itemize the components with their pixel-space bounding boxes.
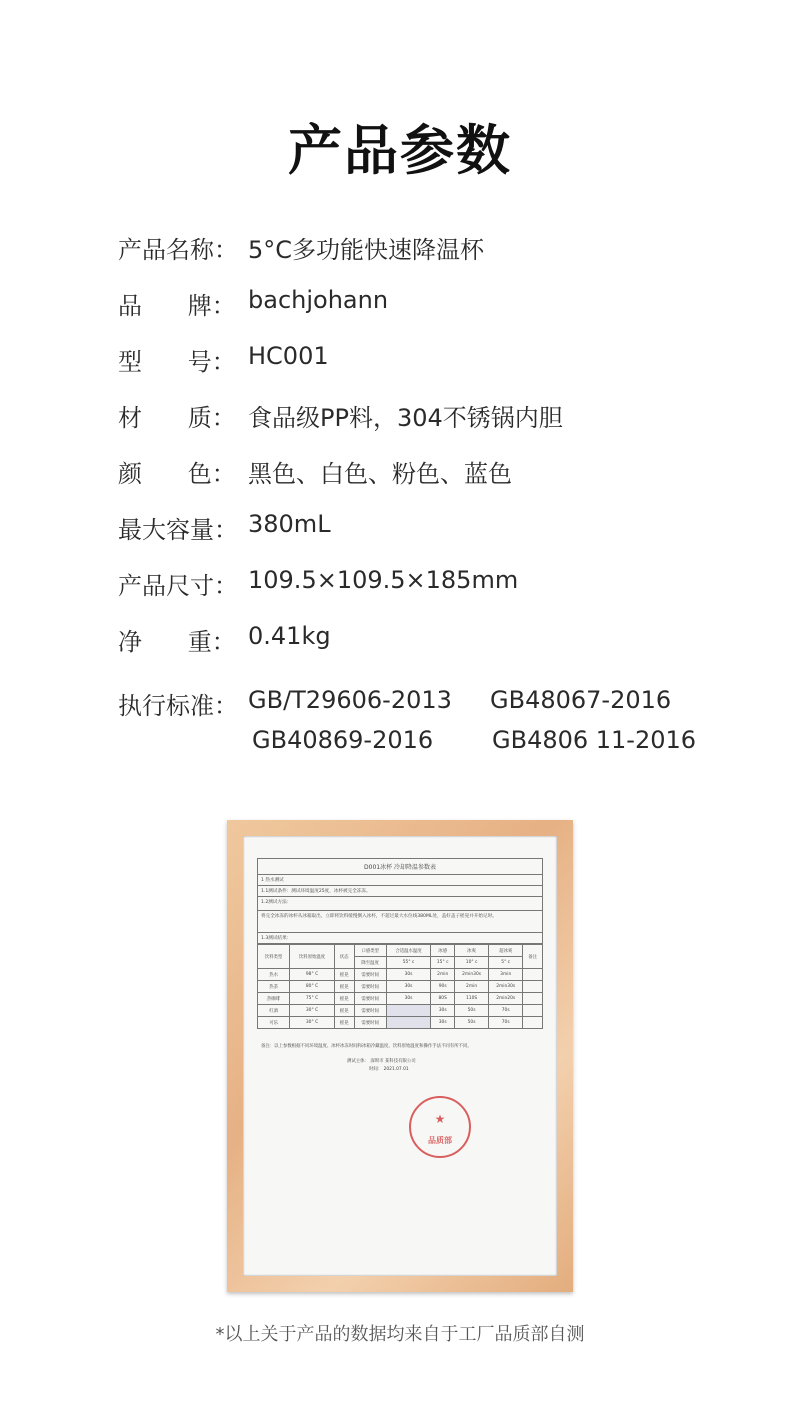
certificate-line: 1.3测试结果：: [257, 933, 543, 944]
certificate-line: 1.1测试条件：测试环境温度25度，冰杯被完全冻冻。: [257, 886, 543, 897]
table-cell: 70s: [489, 1017, 523, 1029]
spec-label: 材 质：: [118, 404, 236, 432]
table-cell: 30° C: [290, 1005, 335, 1017]
tester-line: 测试主体： 深圳市 某科技有限公司: [347, 1059, 416, 1064]
table-header-cell: 降至温度: [354, 957, 386, 969]
table-cell: [523, 1005, 543, 1017]
table-cell: 110S: [455, 993, 489, 1005]
spec-label: 品 牌：: [118, 292, 236, 320]
table-cell: 需要时间: [354, 969, 386, 981]
table-header-cell: 15° c: [431, 957, 455, 969]
table-cell: 98° C: [290, 969, 335, 981]
table-cell: 30° C: [290, 1017, 335, 1029]
table-cell: 50s: [455, 1005, 489, 1017]
spec-row-color: [118, 454, 758, 510]
certificate-title: D001冰杯 冷却降温参数表: [257, 858, 543, 875]
table-cell: 需要时间: [354, 981, 386, 993]
table-cell: 摇晃: [334, 981, 354, 993]
table-cell: 80° C: [290, 981, 335, 993]
table-cell: 2min20s: [489, 993, 523, 1005]
spec-row-name: [118, 230, 758, 286]
table-cell: 30s: [431, 1017, 455, 1029]
spec-value: 109.5×109.5×185mm: [248, 566, 519, 594]
table-cell: 热水: [258, 969, 290, 981]
table-cell: 2min30s: [455, 969, 489, 981]
spec-value: 食品级PP料，304不锈锅内胆: [248, 404, 563, 432]
certificate-document: [257, 858, 543, 1074]
quality-stamp: [409, 1096, 471, 1158]
standard-item: GB4806 11-2016: [492, 726, 697, 754]
table-header-cell: 冰爽: [455, 945, 489, 957]
table-cell: 90s: [431, 981, 455, 993]
footnote: *以上关于产品的数据均来自于工厂品质部自测: [215, 1324, 585, 1345]
table-header-cell: 合适温水温度: [386, 945, 431, 957]
star-icon: ★: [434, 1112, 446, 1126]
table-row: [258, 981, 543, 993]
certificate-line: 1 热水测试: [257, 875, 543, 886]
spec-row-brand: [118, 286, 758, 342]
table-header-cell: 冰感: [431, 945, 455, 957]
spec-value: 380mL: [248, 510, 331, 538]
standard-item: GB40869-2016: [252, 726, 434, 754]
table-header-cell: 饮料类型: [258, 945, 290, 969]
table-cell: 红酒: [258, 1005, 290, 1017]
table-cell: 热咖啡: [258, 993, 290, 1005]
table-header-cell: 55° c: [386, 957, 431, 969]
spec-label: 净 重：: [118, 628, 236, 656]
table-cell: 75° C: [290, 993, 335, 1005]
certificate-line: 将完全冰冻的冰杯从冰箱取出，立即将饮料缓慢倒入冰杯，不超过最大水位线380ML处，盖好盖子摇晃并开始记时。: [257, 911, 543, 933]
table-cell: [523, 993, 543, 1005]
table-cell: 30s: [386, 981, 431, 993]
table-header-cell: 饮料原始温度: [290, 945, 335, 969]
spec-label: 型 号：: [118, 348, 236, 376]
table-row: [258, 1005, 543, 1017]
page-title: 产品参数: [288, 119, 512, 182]
standard-item: GB48067-2016: [490, 686, 672, 714]
spec-row-weight: [118, 622, 758, 678]
spec-value: HC001: [248, 342, 329, 370]
table-row: [258, 969, 543, 981]
table-cell: 摇晃: [334, 1005, 354, 1017]
table-header-cell: 状态: [334, 945, 354, 969]
table-cell: [523, 981, 543, 993]
table-header-cell: 口感类型: [354, 945, 386, 957]
spec-list: [118, 230, 758, 678]
spec-label: 最大容量：: [118, 516, 238, 544]
table-header-cell: 超冰爽: [489, 945, 523, 957]
certificate-note: 备注：以上参数根据不同环境温度、冰杯冰冻时间和冰箱冷藏温度、饮料原始温度和操作手法不同有所不同。: [261, 1044, 472, 1049]
table-cell: 80S: [431, 993, 455, 1005]
table-header-cell: 10° c: [455, 957, 489, 969]
table-cell: [523, 1017, 543, 1029]
spec-row-model: [118, 342, 758, 398]
table-cell: 摇晃: [334, 1017, 354, 1029]
table-cell: 30s: [431, 1005, 455, 1017]
table-cell: 70s: [489, 1005, 523, 1017]
certificate-frame: [227, 820, 573, 1292]
table-row: [258, 993, 543, 1005]
table-cell: 需要时间: [354, 1017, 386, 1029]
table-row: [258, 1017, 543, 1029]
spec-value: bachjohann: [248, 286, 389, 314]
standard-item: GB/T29606-2013: [248, 686, 452, 714]
date-line: 时间： 2021.07.01: [369, 1067, 409, 1072]
spec-label: 产品名称：: [118, 236, 238, 264]
spec-label: 颜 色：: [118, 460, 236, 488]
table-cell: 可乐: [258, 1017, 290, 1029]
spec-label: 产品尺寸：: [118, 572, 238, 600]
table-header-cell: 备注: [523, 945, 543, 969]
table-cell: 2min30s: [489, 981, 523, 993]
table-cell: 2min: [431, 969, 455, 981]
spec-row-size: [118, 566, 758, 622]
table-cell: [386, 1017, 431, 1029]
table-cell: 需要时间: [354, 993, 386, 1005]
standards-label: 执行标准：: [118, 692, 238, 720]
spec-row-material: [118, 398, 758, 454]
table-header-row: [258, 945, 543, 957]
certificate-table: [257, 944, 543, 1029]
certificate-paper: [243, 836, 557, 1276]
table-cell: 2min: [455, 981, 489, 993]
table-cell: 摇晃: [334, 969, 354, 981]
table-cell: 50s: [455, 1017, 489, 1029]
certificate-tester: [257, 1058, 543, 1074]
table-cell: [523, 969, 543, 981]
stamp-label: 品质部: [428, 1136, 452, 1145]
table-cell: 30s: [386, 969, 431, 981]
table-cell: 摇晃: [334, 993, 354, 1005]
spec-value: 5°C多功能快速降温杯: [248, 236, 485, 264]
table-cell: 热茶: [258, 981, 290, 993]
spec-value: 黑色、白色、粉色、蓝色: [248, 460, 512, 488]
table-cell: 30s: [386, 993, 431, 1005]
table-cell: 需要时间: [354, 1005, 386, 1017]
table-header-cell: 5° c: [489, 957, 523, 969]
table-cell: 3min: [489, 969, 523, 981]
table-cell: [386, 1005, 431, 1017]
spec-row-capacity: [118, 510, 758, 566]
certificate-line: 1.2测试方法：: [257, 897, 543, 911]
spec-value: 0.41kg: [248, 622, 331, 650]
